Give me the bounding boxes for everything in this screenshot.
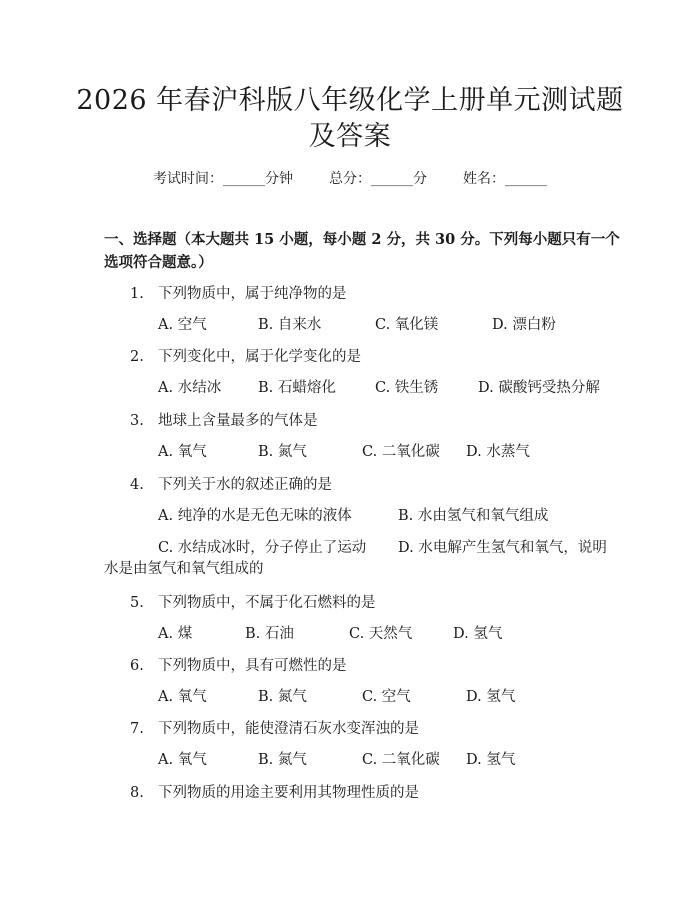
question-number: 8. (130, 785, 144, 801)
option-a: A. 水结冰 (158, 380, 222, 396)
option-d: D. 氢气 (453, 626, 503, 642)
question-number: 2. (130, 349, 144, 365)
question-text: 下列物质的用途主要利用其物理性质的是 (158, 785, 419, 801)
option-d: D. 氢气 (466, 689, 516, 705)
option-a: A. 煤 (158, 626, 193, 642)
option-c: C. 二氧化碳 (362, 752, 440, 768)
question-5 (130, 591, 376, 612)
question-1 (130, 282, 347, 303)
question-number: 7. (130, 721, 144, 737)
option-a: A. 氧气 (158, 752, 207, 768)
option-b: B. 石蜡熔化 (258, 380, 336, 396)
option-d: D. 水电解产生氢气和氧气，说明 (398, 540, 607, 556)
option-b: B. 氮气 (258, 752, 307, 768)
section-heading: 一、选择题（本大题共 15 小题，每小题 2 分，共 30 分。下列每小题只有一个选项符合题意。） (104, 231, 620, 271)
option-c: C. 天然气 (349, 626, 413, 642)
question-text: 下列物质中，能使澄清石灰水变浑浊的是 (158, 721, 419, 737)
question-text: 下列关于水的叙述正确的是 (158, 477, 332, 493)
option-d: D. 碳酸钙受热分解 (478, 380, 600, 396)
question-text: 下列物质中，属于纯净物的是 (158, 286, 347, 302)
exam-title-line1: 2026 年春沪科版八年级化学上册单元测试题 (76, 85, 624, 116)
question-number: 3. (130, 413, 144, 429)
exam-time: 考试时间：______分钟 (153, 171, 293, 187)
question-6 (130, 654, 347, 675)
option-b: B. 氮气 (258, 689, 307, 705)
option-b: B. 水由氢气和氧气组成 (398, 508, 549, 524)
option-c: C. 二氧化碳 (362, 444, 440, 460)
option-d: D. 氢气 (466, 752, 516, 768)
exam-meta (0, 168, 700, 188)
option-a: A. 氧气 (158, 444, 207, 460)
question-text: 下列变化中，属于化学变化的是 (158, 349, 361, 365)
option-a: A. 空气 (158, 317, 207, 333)
student-name: 姓名：______ (463, 171, 547, 187)
question-number: 6. (130, 658, 144, 674)
question-4 (130, 473, 332, 494)
option-c: C. 空气 (362, 689, 411, 705)
option-c: C. 氧化镁 (375, 317, 439, 333)
question-2 (130, 345, 361, 366)
exam-title-line2: 及答案 (308, 121, 392, 152)
option-a: A. 氧气 (158, 689, 207, 705)
option-b: B. 自来水 (258, 317, 322, 333)
option-c: C. 铁生锈 (375, 380, 439, 396)
option-b: B. 氮气 (258, 444, 307, 460)
option-c: C. 水结成冰时，分子停止了运动 (158, 540, 367, 556)
question-text: 下列物质中，具有可燃性的是 (158, 658, 347, 674)
option-a: A. 纯净的水是无色无味的液体 (158, 508, 352, 524)
question-text: 地球上含量最多的气体是 (158, 413, 318, 429)
question-number: 5. (130, 595, 144, 611)
option-d: D. 漂白粉 (492, 317, 556, 333)
option-d: D. 水蒸气 (466, 444, 530, 460)
question-number: 1. (130, 286, 144, 302)
total-score: 总分：______分 (329, 171, 427, 187)
question-7 (130, 717, 419, 738)
question-text: 下列物质中，不属于化石燃料的是 (158, 595, 376, 611)
question-8 (130, 781, 419, 802)
option-d-continuation: 水是由氢气和氧气组成的 (104, 561, 264, 577)
question-3 (130, 409, 318, 430)
question-number: 4. (130, 477, 144, 493)
option-b: B. 石油 (245, 626, 294, 642)
